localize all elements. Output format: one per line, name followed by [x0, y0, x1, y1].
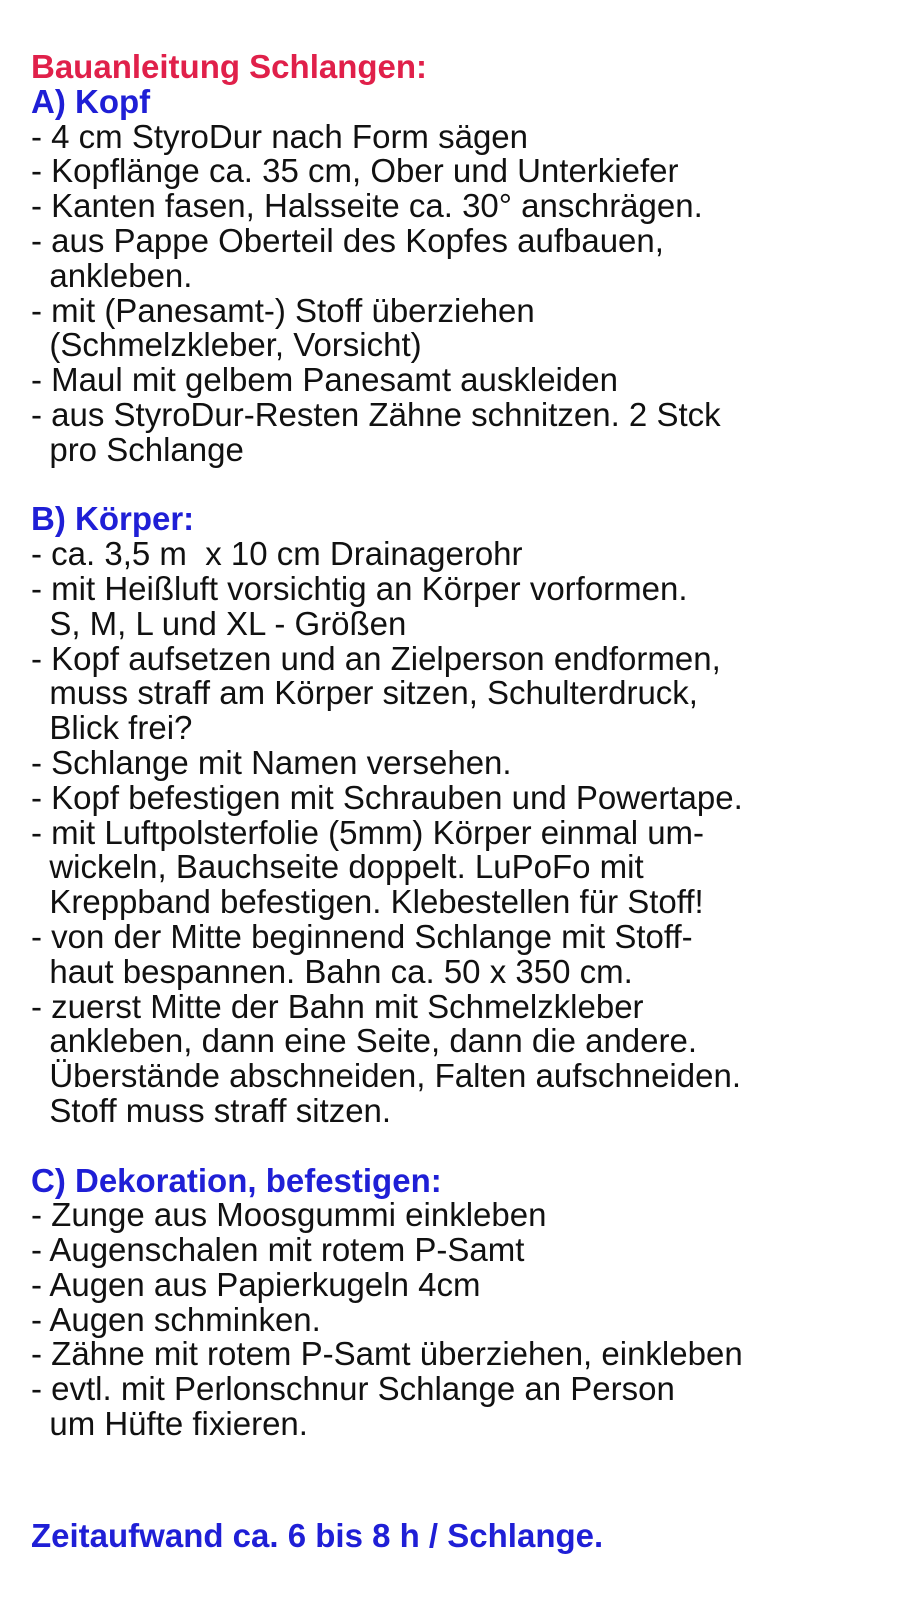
instruction-line: - 4 cm StyroDur nach Form sägen [31, 117, 528, 155]
spacer [31, 1129, 891, 1164]
section-heading: B) Körper: [31, 500, 195, 538]
instruction-line: - Zunge aus Moosgummi einkleben [31, 1196, 547, 1234]
instruction-line: - Augenschalen mit rotem P-Samt [31, 1231, 525, 1269]
instruction-line: - Zähne mit rotem P-Samt überziehen, einkleben [31, 1335, 743, 1373]
instruction-line: - aus Pappe Oberteil des Kopfes aufbauen, [31, 221, 664, 259]
instruction-line: (Schmelzkleber, Vorsicht) [31, 326, 422, 364]
instruction-line: ankleben. [31, 256, 193, 294]
instruction-line: - ca. 3,5 m x 10 cm Drainagerohr [31, 535, 523, 573]
instruction-line: - Maul mit gelbem Panesamt auskleiden [31, 361, 618, 399]
section-kopf [31, 82, 891, 468]
section-dekoration [31, 1161, 891, 1443]
instruction-line: wickeln, Bauchseite doppelt. LuPoFo mit [31, 848, 644, 886]
instruction-line: Stoff muss straff sitzen. [31, 1091, 392, 1129]
instruction-line: ankleben, dann eine Seite, dann die andere. [31, 1022, 698, 1060]
instruction-line: haut bespannen. Bahn ca. 50 x 350 cm. [31, 952, 633, 990]
section-heading: C) Dekoration, befestigen: [31, 1161, 442, 1199]
time-estimate: Zeitaufwand ca. 6 bis 8 h / Schlange. [31, 1517, 604, 1554]
instruction-line: - Kanten fasen, Halsseite ca. 30° anschrägen. [31, 187, 703, 225]
instruction-line: - Kopf befestigen mit Schrauben und Powertape. [31, 778, 743, 816]
instruction-line: - Augen aus Papierkugeln 4cm [31, 1265, 481, 1303]
instruction-line: pro Schlange [31, 430, 244, 468]
instruction-line: - Kopflänge ca. 35 cm, Ober und Unterkiefer [31, 152, 679, 190]
instruction-line: um Hüfte fixieren. [31, 1405, 308, 1443]
section-koerper [31, 502, 891, 1128]
instruction-line: - mit Luftpolsterfolie (5mm) Körper einmal um- [31, 813, 705, 851]
instruction-line: - Kopf aufsetzen und an Zielperson endformen, [31, 639, 721, 677]
instruction-line: - evtl. mit Perlonschnur Schlange an Person [31, 1370, 675, 1408]
instruction-line: - zuerst Mitte der Bahn mit Schmelzkleber [31, 987, 644, 1025]
section-heading: A) Kopf [31, 82, 151, 120]
instruction-line: muss straff am Körper sitzen, Schulterdruck, [31, 674, 698, 712]
document [31, 50, 891, 1442]
instruction-line: Blick frei? [31, 709, 193, 747]
instruction-line: Überstände abschneiden, Falten aufschneiden. [31, 1057, 741, 1095]
document-title: Bauanleitung Schlangen: [31, 48, 428, 85]
instruction-line: - von der Mitte beginnend Schlange mit Stoff- [31, 917, 693, 955]
instruction-line: - mit Heißluft vorsichtig an Körper vorformen. [31, 569, 688, 607]
instruction-line: - mit (Panesamt-) Stoff überziehen [31, 291, 535, 329]
instruction-line: - aus StyroDur-Resten Zähne schnitzen. 2 Stck [31, 395, 721, 433]
instruction-line: Kreppband befestigen. Klebestellen für Stoff! [31, 883, 704, 921]
instruction-line: - Augen schminken. [31, 1300, 321, 1338]
spacer [31, 468, 891, 503]
instruction-line: - Schlange mit Namen versehen. [31, 743, 512, 781]
instruction-line: S, M, L und XL - Größen [31, 604, 407, 642]
